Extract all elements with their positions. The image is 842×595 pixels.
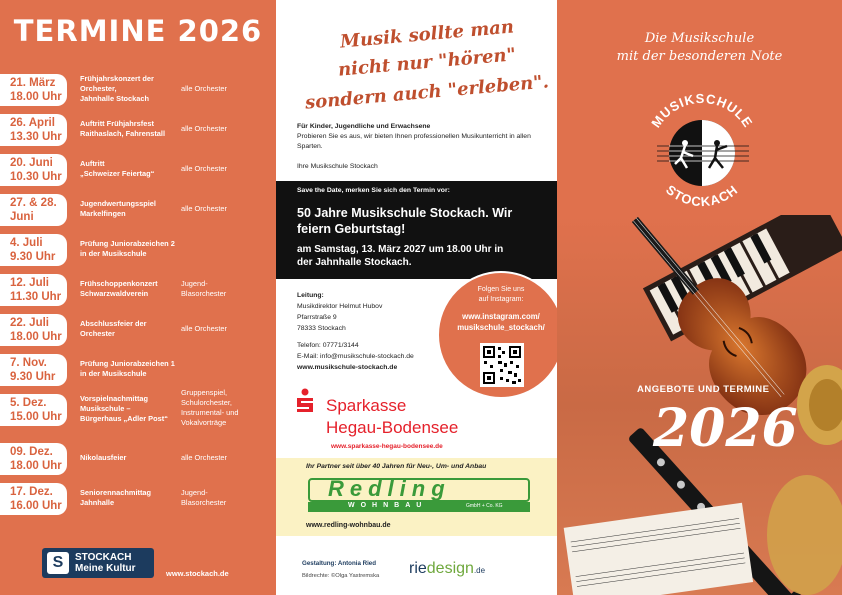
event-title: Nikolausfeier bbox=[80, 453, 127, 462]
event-title: Frühschoppenkonzert Schwarzwaldverein bbox=[80, 279, 158, 298]
redling-logo[interactable] bbox=[308, 478, 530, 512]
event-date: 17. Dez. 16.00 Uhr bbox=[0, 483, 67, 515]
riedesign-part-b: design bbox=[426, 560, 474, 577]
event-title: Auftritt „Schweizer Feiertag“ bbox=[80, 159, 155, 178]
event-group: alle Orchester bbox=[181, 324, 228, 333]
event-date: 21. März 18.00 Uhr bbox=[0, 74, 67, 106]
anniversary-title: 50 Jahre Musikschule Stockach. Wir feiern Geburtstag! bbox=[297, 206, 513, 236]
event-title: Vorspielnachmittag Musikschule – Bürgerhaus „Adler Post“ bbox=[80, 394, 168, 423]
event-row bbox=[0, 194, 276, 229]
event-title: Prüfung Juniorabzeichen 1 in der Musikschule bbox=[80, 359, 175, 378]
event-title: Auftritt Frühjahrsfest Raithaslach, Fahrenstall bbox=[80, 119, 166, 138]
event-row bbox=[0, 114, 276, 149]
contact-city: 78333 Stockach bbox=[297, 325, 346, 332]
event-row bbox=[0, 154, 276, 189]
event-title: Abschlussfeier der Orchester bbox=[80, 319, 147, 338]
redling-sub: WOHNBAU bbox=[348, 502, 428, 509]
headline-line3: sondern auch "erleben". bbox=[304, 71, 550, 114]
sparkasse-url[interactable]: www.sparkasse-hegau-bodensee.de bbox=[331, 443, 443, 450]
event-row bbox=[0, 388, 276, 429]
sparkasse-name-line1: Sparkasse bbox=[326, 396, 407, 415]
riedesign-part-c: .de bbox=[473, 566, 486, 575]
save-the-date-box bbox=[276, 181, 557, 279]
musikschule-logo bbox=[637, 88, 767, 218]
event-group: alle Orchester bbox=[181, 204, 228, 213]
event-date: 27. & 28. Juni bbox=[0, 194, 67, 226]
credit-photo: Bildrechte: ©Olga Yastremska bbox=[302, 573, 380, 579]
redling-gmbh: GmbH + Co. KG bbox=[466, 503, 503, 509]
event-group: alle Orchester bbox=[181, 84, 228, 93]
contact-name: Musikdirektor Helmut Hubov bbox=[297, 303, 383, 310]
event-date: 09. Dez. 18.00 Uhr bbox=[0, 443, 67, 475]
redling-logo-text: Redling bbox=[328, 476, 451, 501]
stockach-logo-line1: STOCKACH bbox=[75, 552, 132, 563]
dates-title: TERMINE 2026 bbox=[13, 14, 263, 48]
event-group: Jugend- Blasorchester bbox=[181, 488, 227, 507]
stockach-url[interactable]: www.stockach.de bbox=[166, 569, 229, 578]
intro-sign: Ihre Musikschule Stockach bbox=[297, 163, 378, 170]
event-row bbox=[0, 483, 276, 518]
event-group: Gruppenspiel, Schulorchester, Instrumental- und Vokalvorträge bbox=[181, 388, 239, 427]
headline-line1: Musik sollte man bbox=[339, 16, 515, 53]
claim-line2: mit der besonderen Note bbox=[616, 49, 783, 64]
cover-year: 2026 bbox=[653, 398, 798, 459]
redling-url[interactable]: www.redling-wohnbau.de bbox=[306, 522, 391, 529]
intro-block bbox=[297, 122, 552, 172]
event-group: alle Orchester bbox=[181, 124, 228, 133]
contact-label: Leitung: bbox=[297, 292, 324, 299]
contact-phone: Telefon: 07771/3144 bbox=[297, 342, 359, 349]
logo-top-text: MUSIKSCHULE bbox=[648, 90, 756, 131]
instagram-badge[interactable] bbox=[437, 271, 557, 399]
save-the-date-label: Save the Date, merken Sie sich den Termin vor: bbox=[297, 187, 450, 194]
event-group: alle Orchester bbox=[181, 453, 228, 462]
event-row bbox=[0, 274, 276, 309]
stockach-logo[interactable] bbox=[42, 548, 154, 578]
event-title: Jugendwertungsspiel Markelfingen bbox=[80, 199, 156, 218]
event-date: 26. April 13.30 Uhr bbox=[0, 114, 67, 146]
redling-tagline: Ihr Partner seit über 40 Jahren für Neu-, Um- und Anbau bbox=[306, 463, 487, 470]
contact-email[interactable]: E-Mail: info@musikschule-stockach.de bbox=[297, 353, 414, 360]
event-date: 20. Juni 10.30 Uhr bbox=[0, 154, 67, 186]
credit-design: Gestaltung: Antonia Ried bbox=[302, 560, 377, 567]
sparkasse-s-icon bbox=[294, 388, 316, 414]
dates-panel bbox=[0, 0, 276, 595]
headline-line2: nicht nur "hören" bbox=[337, 44, 517, 81]
logo-bottom-text: STOCKACH bbox=[663, 181, 741, 210]
contact-block bbox=[297, 290, 447, 373]
contact-street: Pfarrstraße 9 bbox=[297, 314, 337, 321]
event-title: Frühjahrskonzert der Orchester, Jahnhalle Stockach bbox=[80, 74, 154, 103]
anniversary-when: am Samstag, 13. März 2027 um 18.00 Uhr in der Jahnhalle Stockach. bbox=[297, 244, 504, 268]
event-date: 12. Juli 11.30 Uhr bbox=[0, 274, 67, 306]
riedesign-logo[interactable] bbox=[409, 560, 485, 578]
offers-label: ANGEBOTE UND TERMINE bbox=[637, 384, 770, 395]
event-title: Prüfung Juniorabzeichen 2 in der Musikschule bbox=[80, 239, 175, 258]
intro-text: Probieren Sie es aus, wir bieten Ihnen professionellen Musikunterricht in allen Sparten. bbox=[297, 133, 531, 150]
claim-line1: Die Musikschule bbox=[644, 31, 755, 46]
riedesign-part-a: rie bbox=[409, 560, 427, 577]
stockach-s-icon: S bbox=[47, 552, 69, 574]
cover-panel bbox=[557, 0, 842, 595]
event-date: 4. Juli 9.30 Uhr bbox=[0, 234, 67, 266]
event-date: 22. Juli 18.00 Uhr bbox=[0, 314, 67, 346]
event-date: 7. Nov. 9.30 Uhr bbox=[0, 354, 67, 386]
instagram-follow: Folgen Sie uns auf Instagram: bbox=[477, 286, 525, 303]
sparkasse-name-line2: Hegau-Bodensee bbox=[326, 418, 459, 437]
event-date: 5. Dez. 15.00 Uhr bbox=[0, 394, 67, 426]
intro-bold: Für Kinder, Jugendliche und Erwachsene bbox=[297, 123, 431, 130]
event-row bbox=[0, 354, 276, 389]
claim bbox=[587, 30, 812, 66]
event-title: Seniorennachmittag Jahnhalle bbox=[80, 488, 152, 507]
instagram-url[interactable]: www.instagram.com/ musikschule_stockach/ bbox=[457, 312, 545, 332]
info-panel bbox=[276, 0, 557, 595]
stockach-logo-line2: Meine Kultur bbox=[75, 563, 136, 574]
qr-code-icon[interactable] bbox=[480, 343, 524, 387]
event-row bbox=[0, 74, 276, 109]
event-row bbox=[0, 314, 276, 349]
contact-web[interactable]: www.musikschule-stockach.de bbox=[297, 364, 398, 371]
redling-ad bbox=[276, 458, 557, 536]
event-row bbox=[0, 443, 276, 478]
event-group: Jugend- Blasorchester bbox=[181, 279, 227, 298]
event-group: alle Orchester bbox=[181, 164, 228, 173]
event-row bbox=[0, 234, 276, 269]
